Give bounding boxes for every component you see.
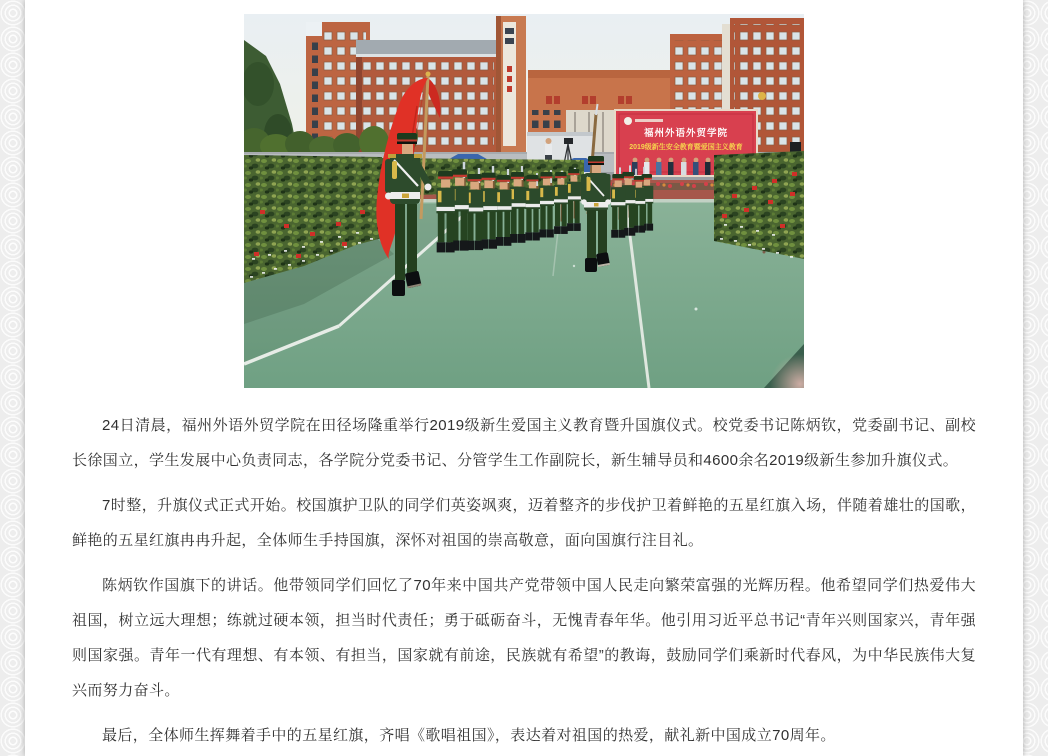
photo-banner-line1: 福州外语外贸学院 [643,128,729,139]
photo-banner-logo [624,117,632,125]
article-paragraph-3: 陈炳钦作国旗下的讲话。他带领同学们回忆了70年来中国共产党带领中国人民走向繁荣富强的光辉历程。他希望同学们热爱伟大祖国，树立远大理想；练就过硬本领，担当时代责任；勇于砥砺奋斗，无愧青春年华。他引用习近平总书记“青年兴则国家兴，青年强则国家强。青年一代有理想、有本领、有担当，国家就有前途，民族就有希望”的教诲，鼓励同学们乘新时代春风，为中华民族伟大复兴而努力奋斗。 [72,577,976,699]
article-paragraph-1: 24日清晨，福州外语外贸学院在田径场隆重举行2019级新生爱国主义教育暨升国旗仪式。校党委书记陈炳钦，党委副书记、副校长徐国立，学生发展中心负责同志，各学院分党委书记、分管学生工作副院长，新生辅导员和4600余名2019级新生参加升旗仪式。 [72,417,976,469]
article-body [25,388,1023,753]
article-page [25,0,1023,756]
photo-crowd-right [714,151,804,259]
photo-banner-line2: 2019级新生安全教育暨爱国主义教育 [629,144,743,151]
ceremony-photo-illustration [244,14,804,388]
photo-round-sign [758,92,766,100]
article-paragraph-2: 7时整，升旗仪式正式开始。校国旗护卫队的同学们英姿飒爽，迈着整齐的步伐护卫着鲜艳的五星红旗入场，伴随着雄壮的国歌，鲜艳的五星红旗冉冉升起，全体师生手持国旗，深怀对祖国的崇高敬意，面向国旗行注目礼。 [72,497,976,549]
article-paragraph-4: 最后，全体师生挥舞着手中的五星红旗，齐唱《歌唱祖国》，表达着对祖国的热爱，献礼新中国成立70周年。 [102,727,836,744]
article-photo [244,0,804,388]
